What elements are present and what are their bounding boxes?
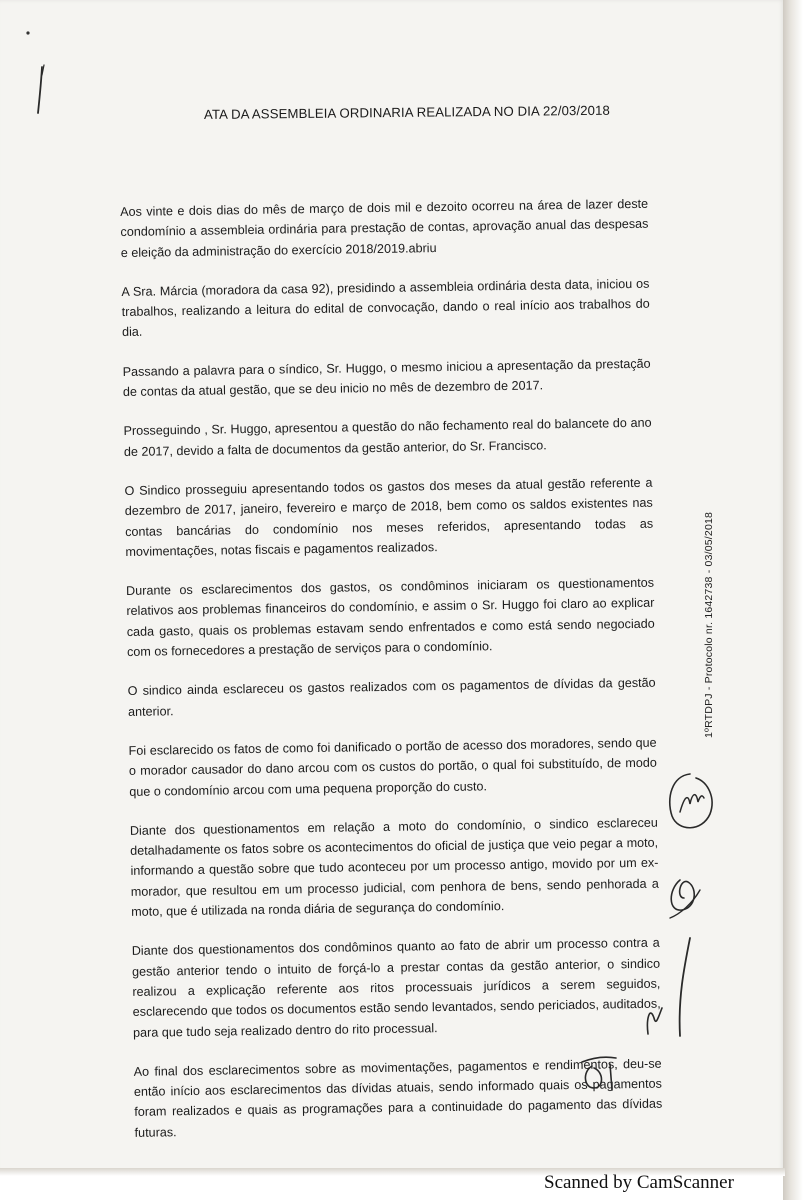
paragraph-3: Passando a palavra para o síndico, Sr. Huggo, o mesmo iniciou a apresentação da prestação de contas da atual gestão, que se deu inicio no mês de dezembro de 2017.	[122, 356, 651, 400]
pen-mark-top-left	[20, 25, 60, 115]
paragraph-8: Foi esclarecido os fatos de como foi danificado o portão de acesso dos moradores, sendo que o morador causador do dano arcou com os custos do portão, o qual foi substituído, de modo que o condomínio arcou com uma pequena proporção do custo.	[128, 735, 657, 799]
paragraph-9: Diante dos questionamentos em relação a moto do condomínio, o sindico esclareceu detalhadamente os fatos sobre os acontecimentos do oficial de justiça que veio pegar a moto, informando a questão sobre que tudo aconteceu por um processo antigo, movido por um ex-morador, que resultou em um processo judicial, com penhora de bens, sendo penhorada a moto, que é utilizada na ronda diária de segurança do condomínio.	[129, 815, 659, 919]
paragraph-6: Durante os esclarecimentos dos gastos, os condôminos iniciaram os questionamentos relativos aos problemas financeiros do condomínio, e assim o Sr. Huggo foi claro ao explicar cada gasto, quais os problemas estavam sendo enfrentados e como está sendo negociado com os fornecedores a prestação de serviços para o condomínio.	[126, 575, 655, 659]
registry-stamp-text: 1ºRTDPJ - Protocolo nr. 1642738 - 03/05/2018	[703, 511, 715, 738]
page-edge-right	[783, 0, 803, 1200]
paragraph-7: O sindico ainda esclareceu os gastos realizados com os pagamentos de dívidas da gestão anterior.	[127, 675, 656, 719]
handwritten-page-number	[578, 1052, 628, 1094]
handwritten-initial-circle	[660, 768, 720, 838]
registry-stamp	[703, 470, 717, 740]
paragraph-1: Aos vinte e dois dias do mês de março de dois mil e dezoito ocorreu na área de lazer deste condomínio a assembleia ordinária para prestação de contas, aprovação anual das despesas e eleição da administração do exercício 2018/2019.abriu	[120, 196, 649, 260]
paragraph-5: O Sindico prosseguiu apresentando todos os gastos dos meses da atual gestão referente a dezembro de 2017, janeiro, fevereiro e março de 2018, bem como os saldos existentes nas contas bancárias do condomínio nos meses referidos, apresentando todas as movimentações, notas fiscais e pagamentos realizados.	[124, 475, 654, 559]
paragraph-10: Diante dos questionamentos dos condôminos quanto ao fato de abrir um processo contra a gestão anterior tendo o intuito de forçá-lo a prestar contas da gestão anterior, o sindico realizou a explicação referente aos ritos processuais jurídicos a serem seguidos, esclarecendo que todos os documentos estão sendo levantados, sendo periciados, auditados, para que tudo seja realizado dentro do rito processual.	[131, 935, 661, 1040]
scanner-watermark: Scanned by CamScanner	[544, 1172, 734, 1193]
handwritten-signature	[640, 868, 720, 1048]
paragraph-11: Ao final dos esclarecimentos sobre as movimentações, pagamentos e rendimentos, deu-se então início aos esclarecimentos das dívidas atuais, sendo informado quais os pagamentos foram realizados e quais as programações para a continuidade do pagamento das dívidas futuras.	[133, 1056, 663, 1140]
paragraph-2: A Sra. Márcia (moradora da casa 92), presidindo a assembleia ordinária desta data, iniciou os trabalhos, realizando a leitura do edital de convocação, dando o real início aos trabalhos do dia.	[121, 276, 650, 340]
document-title: ATA DA ASSEMBLEIA ORDINARIA REALIZADA NO DIA 22/03/2018	[203, 102, 611, 122]
document-body	[120, 194, 663, 1162]
paragraph-4: Prosseguindo , Sr. Huggo, apresentou a questão do não fechamento real do balancete do ano de 2017, devido a falta de documentos da gestão anterior, do Sr. Francisco.	[123, 416, 652, 459]
